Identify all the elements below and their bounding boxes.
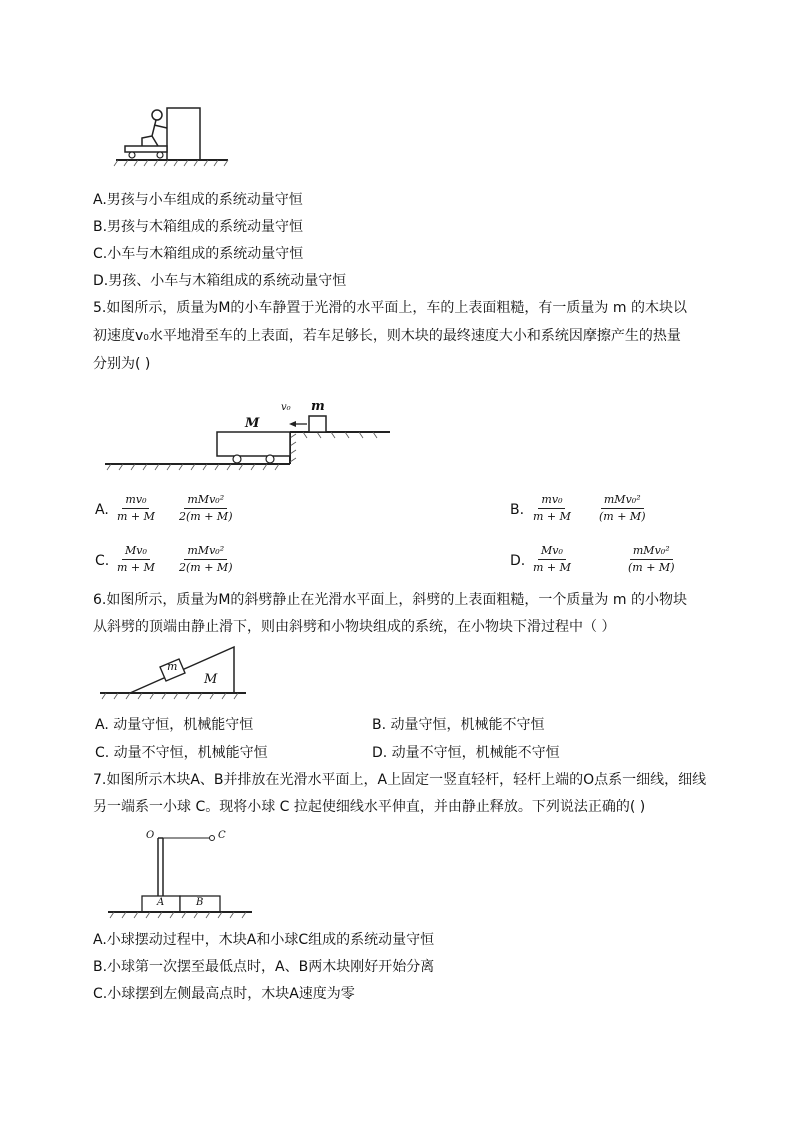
block-a-label: A [157, 897, 165, 908]
q4-option-b: B.男孩与木箱组成的系统动量守恒 [93, 219, 304, 235]
cart-block-figure [105, 398, 395, 478]
q6-stem-line-2: 从斜劈的顶端由静止滑下，则由斜劈和小物块组成的系统，在小物块下滑过程中（ ） [93, 619, 616, 635]
q5-stem-line-1: 5.如图所示，质量为M的小车静置于光滑的水平面上，车的上表面粗糙，有一质量为 m 的木块以 [93, 300, 687, 316]
q4-option-c: C.小车与木箱组成的系统动量守恒 [93, 246, 304, 262]
q7-option-b: B.小球第一次摆至最低点时，A、B两木块刚好开始分离 [93, 959, 435, 975]
q7-option-a: A.小球摆动过程中，木块A和小球C组成的系统动量守恒 [93, 932, 435, 948]
q6-option-b: B. 动量守恒，机械能不守恒 [372, 717, 545, 733]
q4-option-a: A.男孩与小车组成的系统动量守恒 [93, 192, 303, 208]
q4-option-d: D.男孩、小车与木箱组成的系统动量守恒 [93, 273, 347, 289]
q7-option-c: C.小球摆到左侧最高点时，木块A速度为零 [93, 986, 355, 1002]
block-mass-label: m [311, 399, 325, 414]
ball-c-label: C [218, 830, 226, 841]
q6-option-a: A. 动量守恒，机械能守恒 [95, 717, 254, 733]
block-b-label: B [196, 897, 204, 908]
initial-velocity-label: v₀ [281, 402, 291, 413]
boy-cart-box-figure [112, 100, 232, 170]
q6-option-c: C. 动量不守恒，机械能守恒 [95, 745, 268, 761]
q5-stem-line-2: 初速度v₀水平地滑至车的上表面，若车足够长，则木块的最终速度大小和系统因摩擦产生的热量 [93, 328, 681, 344]
point-o-label: O [146, 830, 155, 841]
q6-stem-line-1: 6.如图所示，质量为M的斜劈静止在光滑水平面上，斜劈的上表面粗糙，一个质量为 m 的小物块 [93, 592, 687, 608]
block-mass-label: m [167, 660, 178, 673]
q7-stem-line-2: 另一端系一小球 C。现将小球 C 拉起使细线水平伸直，并由静止释放。下列说法正确的( ) [93, 799, 646, 815]
q6-option-d: D. 动量不守恒，机械能不守恒 [372, 745, 560, 761]
q7-stem-line-1: 7.如图所示木块A、B并排放在光滑水平面上，A上固定一竖直轻杆，轻杆上端的O点系一细线，细线 [93, 772, 707, 788]
wedge-block-figure [98, 645, 248, 705]
cart-mass-label: M [245, 416, 260, 431]
pendulum-blocks-figure [106, 826, 256, 921]
wedge-mass-label: M [204, 672, 218, 687]
q5-stem-line-3: 分别为( ) [93, 356, 151, 372]
